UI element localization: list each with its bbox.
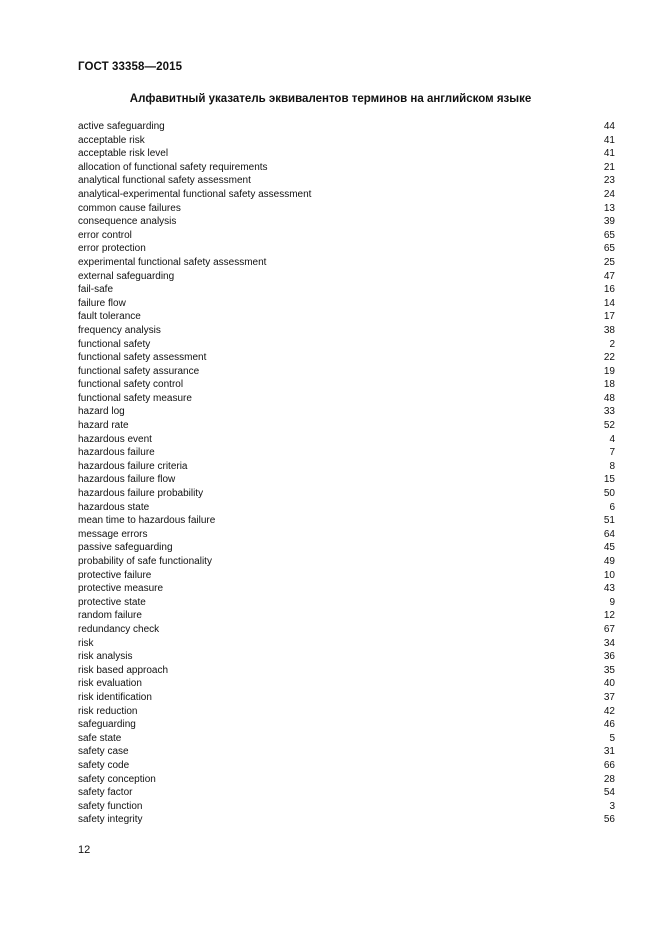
index-entry bbox=[78, 419, 615, 433]
index-term: redundancy check bbox=[78, 623, 160, 635]
index-term: safeguarding bbox=[78, 719, 136, 731]
index-term: hazardous state bbox=[78, 501, 150, 513]
index-entry bbox=[78, 487, 615, 501]
index-entry bbox=[78, 569, 615, 583]
index-term: functional safety assessment bbox=[78, 352, 207, 364]
index-term: acceptable risk bbox=[78, 134, 145, 146]
index-term: external safeguarding bbox=[78, 270, 175, 282]
index-term-number: 39 bbox=[603, 216, 615, 228]
index-entry bbox=[78, 473, 615, 487]
index-term: message errors bbox=[78, 528, 148, 540]
index-term: fail-safe bbox=[78, 284, 114, 296]
index-term: protective measure bbox=[78, 583, 164, 595]
index-entry bbox=[78, 174, 615, 188]
index-term-number: 41 bbox=[603, 148, 615, 160]
index-term: experimental functional safety assessment bbox=[78, 256, 267, 268]
index-term-number: 65 bbox=[603, 229, 615, 241]
index-term-number: 2 bbox=[609, 338, 615, 350]
index-title: Алфавитный указатель эквивалентов терминов на английском языке bbox=[129, 93, 532, 105]
index-entry bbox=[78, 378, 615, 392]
index-entry bbox=[78, 514, 615, 528]
index-entry bbox=[78, 718, 615, 732]
index-entry bbox=[78, 338, 615, 352]
index-term: analytical functional safety assessment bbox=[78, 175, 251, 187]
index-term-number: 15 bbox=[603, 474, 615, 486]
index-term-number: 50 bbox=[603, 488, 615, 500]
index-entry bbox=[78, 555, 615, 569]
index-entry bbox=[78, 215, 615, 229]
index-term-number: 23 bbox=[603, 175, 615, 187]
index-term-number: 38 bbox=[603, 324, 615, 336]
index-entry bbox=[78, 120, 615, 134]
index-term-number: 46 bbox=[603, 719, 615, 731]
index-term: consequence analysis bbox=[78, 216, 177, 228]
index-term: hazardous failure probability bbox=[78, 488, 204, 500]
index-term-number: 49 bbox=[603, 556, 615, 567]
index-term: risk reduction bbox=[78, 705, 138, 717]
index-entry bbox=[78, 691, 615, 705]
index-term: hazardous failure criteria bbox=[78, 460, 188, 472]
index-term: risk identification bbox=[78, 691, 152, 703]
index-term-number: 24 bbox=[603, 188, 615, 200]
index-entry bbox=[78, 460, 615, 474]
index-term-number: 31 bbox=[603, 746, 615, 758]
index-term-number: 5 bbox=[609, 732, 615, 744]
index-term-number: 45 bbox=[603, 542, 615, 554]
index-term: functional safety bbox=[78, 338, 151, 350]
index-term: safe state bbox=[78, 732, 122, 744]
index-term: probability of safe functionality bbox=[78, 556, 212, 567]
index-term-number: 41 bbox=[603, 134, 615, 146]
index-term: safety case bbox=[78, 746, 129, 758]
index-term-number: 35 bbox=[603, 664, 615, 676]
index-term-number: 13 bbox=[603, 202, 615, 214]
index-term: common cause failures bbox=[78, 202, 181, 214]
index-entry bbox=[78, 405, 615, 419]
index-entry bbox=[78, 270, 615, 284]
index-term: protective failure bbox=[78, 569, 152, 581]
index-term: functional safety measure bbox=[78, 392, 192, 404]
index-term: safety factor bbox=[78, 787, 133, 799]
index-term-number: 21 bbox=[603, 161, 615, 173]
index-entry bbox=[78, 310, 615, 324]
index-entry bbox=[78, 637, 615, 651]
index-entry bbox=[78, 773, 615, 787]
index-term: analytical-experimental functional safety assessment bbox=[78, 188, 312, 200]
index-term-number: 34 bbox=[603, 637, 615, 649]
index-entry bbox=[78, 365, 615, 379]
index-term: hazardous failure flow bbox=[78, 474, 176, 486]
page-number: 12 bbox=[78, 844, 91, 856]
index-entry bbox=[78, 759, 615, 773]
index-term-number: 12 bbox=[603, 610, 615, 622]
index-entry bbox=[78, 188, 615, 202]
index-term: failure flow bbox=[78, 297, 126, 309]
index-entry bbox=[78, 147, 615, 161]
index-term: protective state bbox=[78, 596, 146, 608]
index-term-number: 7 bbox=[609, 447, 615, 459]
index-term-number: 14 bbox=[603, 297, 615, 309]
index-entry bbox=[78, 433, 615, 447]
index-term: risk evaluation bbox=[78, 678, 142, 690]
index-term-number: 10 bbox=[603, 569, 615, 581]
index-term-number: 25 bbox=[603, 256, 615, 268]
index-entry bbox=[78, 501, 615, 515]
index-term: mean time to hazardous failure bbox=[78, 515, 216, 527]
index-entry bbox=[78, 528, 615, 542]
index-entry bbox=[78, 609, 615, 623]
index-entry bbox=[78, 297, 615, 311]
index-entry bbox=[78, 202, 615, 216]
document-header: ГОСТ 33358—2015 bbox=[78, 61, 183, 73]
index-term-number: 28 bbox=[603, 773, 615, 785]
index-entry bbox=[78, 541, 615, 555]
index-entry bbox=[78, 134, 615, 148]
index-entry bbox=[78, 705, 615, 719]
index-term-number: 48 bbox=[603, 392, 615, 404]
index-term-number: 9 bbox=[609, 596, 615, 608]
index-entry bbox=[78, 582, 615, 596]
index-term-number: 52 bbox=[603, 420, 615, 432]
index-entry bbox=[78, 664, 615, 678]
index-entry bbox=[78, 745, 615, 759]
index-term-number: 17 bbox=[603, 311, 615, 323]
index-entry bbox=[78, 813, 615, 827]
index-term-number: 44 bbox=[603, 121, 615, 132]
index-entry bbox=[78, 650, 615, 664]
index-term-number: 56 bbox=[603, 814, 615, 826]
index-entry bbox=[78, 623, 615, 637]
term-index-list bbox=[78, 120, 615, 827]
index-term: safety function bbox=[78, 800, 143, 812]
index-term-number: 8 bbox=[609, 460, 615, 472]
index-term: risk analysis bbox=[78, 651, 133, 663]
index-term-number: 3 bbox=[609, 800, 615, 812]
index-term-number: 43 bbox=[603, 583, 615, 595]
index-entry bbox=[78, 677, 615, 691]
index-entry bbox=[78, 351, 615, 365]
index-entry bbox=[78, 324, 615, 338]
index-term: random failure bbox=[78, 610, 142, 622]
index-term-number: 19 bbox=[603, 365, 615, 377]
index-term: passive safeguarding bbox=[78, 542, 173, 554]
index-term: risk bbox=[78, 637, 94, 649]
index-term: fault tolerance bbox=[78, 311, 141, 323]
index-term-number: 4 bbox=[609, 433, 615, 445]
index-term-number: 33 bbox=[603, 406, 615, 418]
index-term-number: 37 bbox=[603, 691, 615, 703]
index-term: hazard log bbox=[78, 406, 125, 418]
index-term: active safeguarding bbox=[78, 121, 165, 132]
index-term: frequency analysis bbox=[78, 324, 161, 336]
index-term: hazardous failure bbox=[78, 447, 155, 459]
index-term-number: 54 bbox=[603, 787, 615, 799]
index-entry bbox=[78, 446, 615, 460]
index-term: functional safety control bbox=[78, 379, 184, 391]
index-entry bbox=[78, 800, 615, 814]
index-term-number: 51 bbox=[603, 515, 615, 527]
index-term: acceptable risk level bbox=[78, 148, 169, 160]
index-term: risk based approach bbox=[78, 664, 169, 676]
index-term: hazard rate bbox=[78, 420, 129, 432]
index-term: error control bbox=[78, 229, 132, 241]
index-term-number: 65 bbox=[603, 243, 615, 255]
index-term: hazardous event bbox=[78, 433, 152, 445]
index-term-number: 18 bbox=[603, 379, 615, 391]
index-term-number: 64 bbox=[603, 528, 615, 540]
index-term: error protection bbox=[78, 243, 146, 255]
index-entry bbox=[78, 596, 615, 610]
index-term-number: 22 bbox=[603, 352, 615, 364]
index-term-number: 6 bbox=[609, 501, 615, 513]
index-term-number: 67 bbox=[603, 623, 615, 635]
index-term: allocation of functional safety requirements bbox=[78, 161, 268, 173]
index-entry bbox=[78, 229, 615, 243]
index-term-number: 66 bbox=[603, 759, 615, 771]
index-term: safety conception bbox=[78, 773, 156, 785]
index-entry bbox=[78, 283, 615, 297]
index-term-number: 42 bbox=[603, 705, 615, 717]
index-term-number: 36 bbox=[603, 651, 615, 663]
index-entry bbox=[78, 256, 615, 270]
index-term: functional safety assurance bbox=[78, 365, 200, 377]
index-term-number: 47 bbox=[603, 270, 615, 282]
index-term: safety integrity bbox=[78, 814, 143, 826]
index-term: safety code bbox=[78, 759, 130, 771]
index-entry bbox=[78, 786, 615, 800]
index-term-number: 16 bbox=[603, 284, 615, 296]
index-entry bbox=[78, 242, 615, 256]
index-entry bbox=[78, 161, 615, 175]
index-entry bbox=[78, 732, 615, 746]
index-term-number: 40 bbox=[603, 678, 615, 690]
index-entry bbox=[78, 392, 615, 406]
